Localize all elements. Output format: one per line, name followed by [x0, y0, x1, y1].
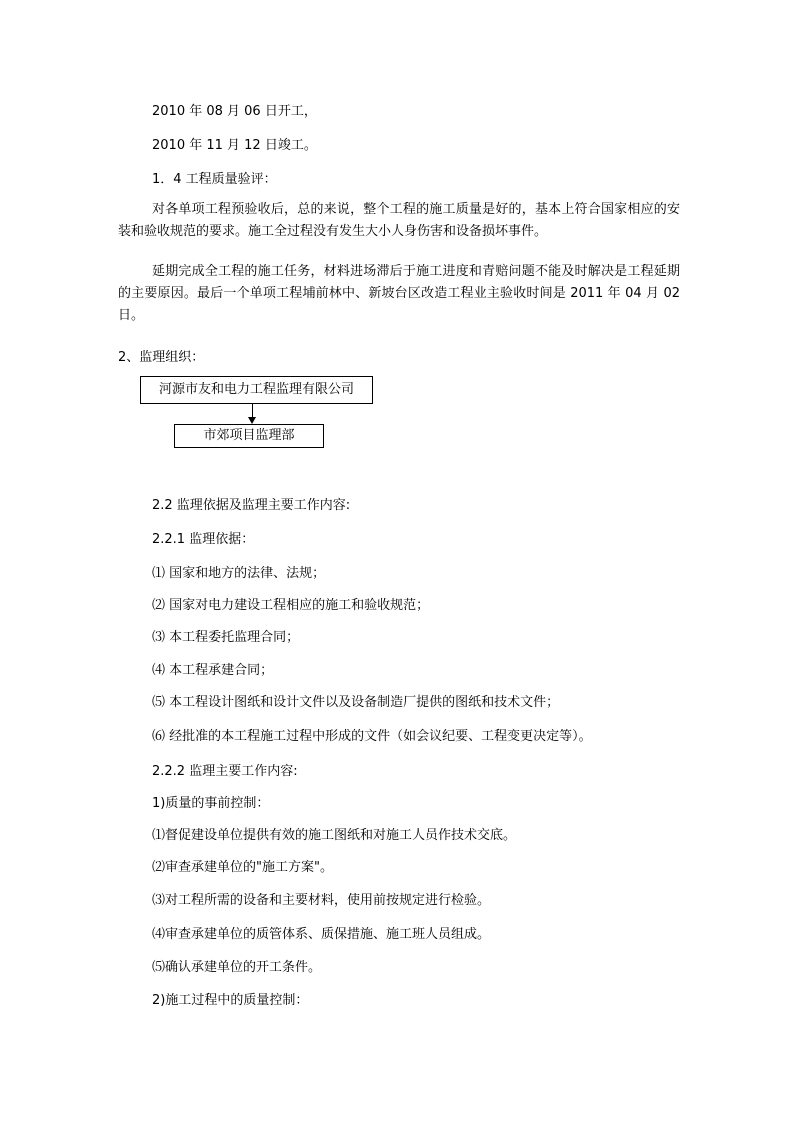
work-item: ⑴督促建设单位提供有效的施工图纸和对施工人员作技术交底。 — [152, 828, 517, 843]
org-chart-arrow-icon — [248, 417, 256, 424]
basis-item: ⑷ 本工程承建合同； — [152, 663, 274, 678]
work-item: ⑶对工程所需的设备和主要材料，使用前按规定进行检验。 — [152, 893, 491, 908]
completion-date-line: 2010 年 11 月 12 日竣工。 — [152, 138, 317, 153]
org-chart-bottom-box — [174, 424, 324, 448]
start-date-line: 2010 年 08 月 06 日开工， — [152, 104, 317, 119]
section-heading-2-2-2: 2.2.2 监理主要工作内容: — [152, 764, 298, 779]
quality-evaluation-paragraph: 对各单项工程预验收后，总的来说，整个工程的施工质量是好的，基本上符合国家相应的安装和验收规范的要求。施工全过程没有发生大小人身伤害和设备损坏事件。 — [118, 202, 680, 239]
delay-explanation-paragraph: 延期完成全工程的施工任务，材料进场滞后于施工进度和青赔问题不能及时解决是工程延期的主要原因。最后一个单项工程埔前林中、新坡台区改造工程业主验收时间是 2011 年 04 月 02 日。 — [118, 264, 680, 323]
org-chart-bottom-label: 市郊项目监理部 — [203, 428, 295, 443]
basis-item: ⑴ 国家和地方的法律、法规； — [152, 566, 326, 581]
basis-item: ⑹ 经批准的本工程施工过程中形成的文件（如会议纪要、工程变更决定等）。 — [152, 729, 592, 744]
basis-item: ⑸ 本工程设计图纸和设计文件以及设备制造厂提供的图纸和技术文件； — [152, 695, 560, 710]
work-item: ⑸确认承建单位的开工条件。 — [152, 960, 322, 975]
org-chart-top-box — [140, 376, 373, 404]
section-heading-2-2: 2.2 监理依据及监理主要工作内容: — [152, 498, 351, 513]
section-heading-supervision-org: 2、监理组织： — [118, 350, 205, 365]
subheading-in-process-control: 2)施工过程中的质量控制： — [152, 993, 309, 1008]
subheading-pre-control: 1)质量的事前控制： — [152, 796, 270, 811]
basis-item: ⑵ 国家对电力建设工程相应的施工和验收规范； — [152, 598, 430, 613]
org-chart-top-label: 河源市友和电力工程监理有限公司 — [158, 382, 354, 397]
work-item: ⑵审查承建单位的"施工方案"。 — [152, 860, 333, 875]
section-heading-quality-evaluation: 1．4 工程质量验评： — [152, 172, 277, 187]
org-chart-connector — [252, 404, 253, 418]
section-heading-2-2-1: 2.2.1 监理依据： — [152, 532, 255, 547]
basis-item: ⑶ 本工程委托监理合同； — [152, 630, 300, 645]
work-item: ⑷审查承建单位的质管体系、质保措施、施工班人员组成。 — [152, 927, 491, 942]
